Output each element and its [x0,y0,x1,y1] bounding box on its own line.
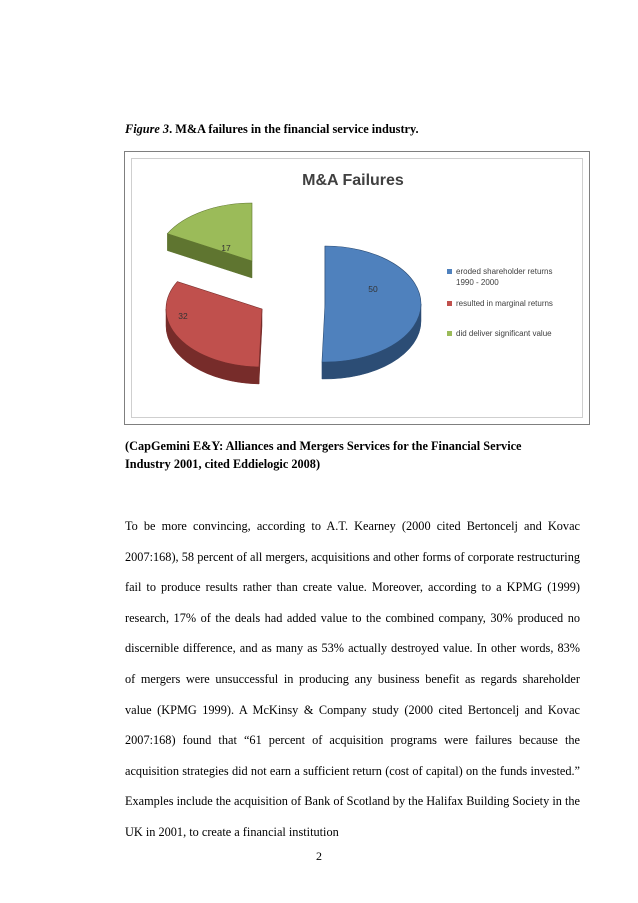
body-paragraph: To be more convincing, according to A.T. Kearney (2000 cited Bertoncelj and Kovac 2007:168), 58 percent of all mergers, acquisitions and other forms of corporate restructuring fail to produce results rather than create value. Moreover, according to a KPMG (1999) research, 17% of the deals had added value to the combined company, 30% produced no discernible difference, and as many as 53% actually destroyed value. In other words, 83% of mergers were unsuccessful in producing any business benefit as regards shareholder value (KPMG 1999). A McKinsy & Company study (2000 cited Bertoncelj and Kovac 2007:168) found that “61 percent of acquisition programs were failures because the acquisition strategies did not earn a sufficient return (cost of capital) on the funds invested.” Examples include the acquisition of Bank of Scotland by the Halifax Building Society in the UK in 2001, to create a financial institution [125,519,580,839]
legend-label-1: eroded shareholder returns [456,267,553,276]
figure-source: (CapGemini E&Y: Alliances and Mergers Services for the Financial Service Industry 2001, cited Eddielogic 2008) [125,439,522,471]
figure-frame [124,151,590,425]
legend-swatch-2 [447,301,452,306]
data-label-3: 17 [221,243,231,253]
figure-label: Figure 3 [125,122,170,136]
pie-chart [132,159,584,419]
chart-title: M&A Failures [302,172,404,189]
chart-area [131,158,583,418]
data-label-1: 50 [368,284,378,294]
legend-label-3: did deliver significant value [456,329,552,338]
figure-caption-text: . M&A failures in the financial service industry. [169,122,419,136]
legend-label-2: resulted in marginal returns [456,299,553,308]
data-label-2: 32 [178,311,188,321]
legend-swatch-1 [447,269,452,274]
page-number: 2 [316,849,322,863]
legend-label-1-line2: 1990 - 2000 [456,278,499,287]
legend-swatch-3 [447,331,452,336]
figure-caption [125,121,585,137]
